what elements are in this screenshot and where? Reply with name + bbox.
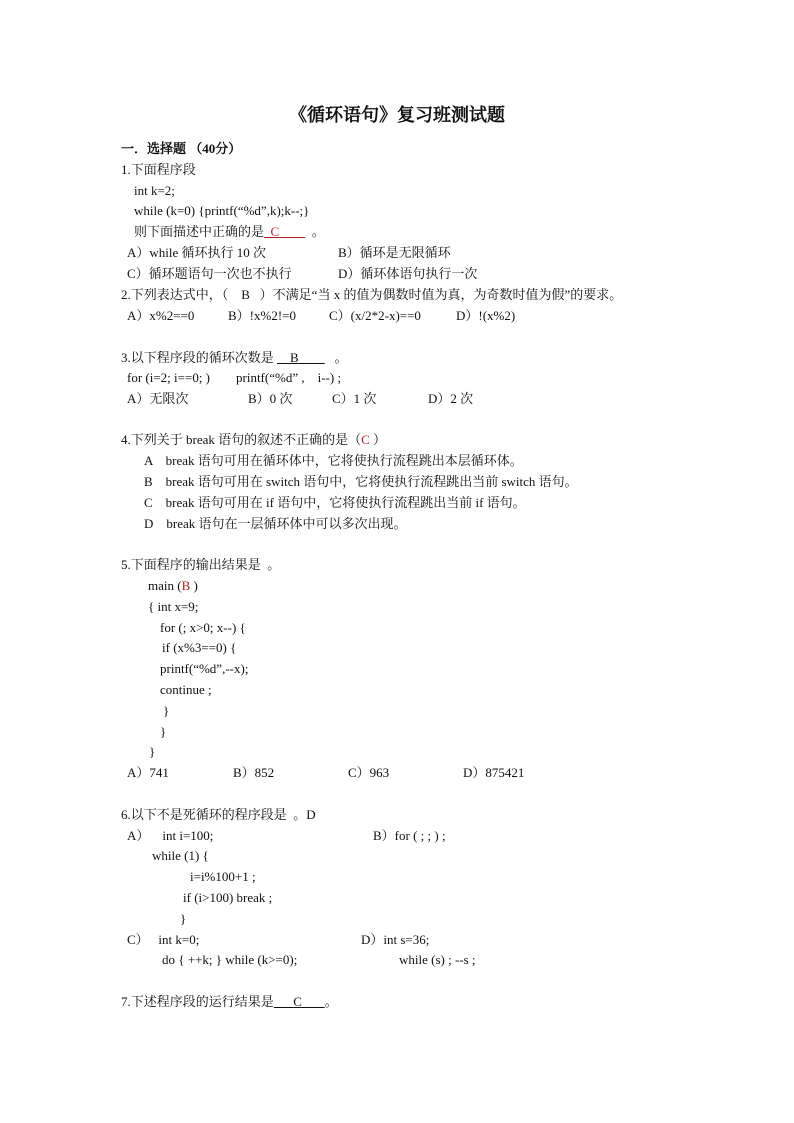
q6-c-line-2: do { ++k; } while (k>=0); [162,952,298,967]
q5-stem: 5.下面程序的输出结果是 。 [121,557,281,572]
q2-stem: 2.下列表达式中，（ B ）不满足“当 x 的值为偶数时值为真，为奇数时值为假”的要求。 [121,287,623,302]
q2-option-c: C）(x/2*2-x)==0 [329,308,421,323]
q3-option-d: D）2 次 [428,391,474,406]
q5-code-line-6: } [163,703,170,718]
q7-answer: C [293,994,302,1009]
q1-prompt-text: 则下面描述中正确的是 [134,224,265,239]
q6-d-line-2: while (s) ; --s ; [399,952,476,967]
q1-prompt: 则下面描述中正确的是 C 。 [134,224,325,239]
q1-code-line-2: while (k=0) {printf(“%d”,k);k--;} [134,203,310,218]
q2-option-d: D）!(x%2) [456,308,516,323]
q4-option-a: A break 语句可用在循环体中，它将使执行流程跳出本层循环体。 [144,453,523,468]
q1-option-b: B）循环是无限循环 [338,245,451,260]
q2-option-b: B）!x%2!=0 [228,308,296,323]
q6-c-line-1: C） int k=0; [127,932,200,947]
q2-option-a: A）x%2==0 [127,308,195,323]
q5-option-c: C）963 [348,765,390,780]
q5-code-line-7: } [160,724,167,739]
q4-option-c: C break 语句可用在 if 语句中，它将使执行流程跳出当前 if 语句。 [144,495,526,510]
q3-answer: B [290,350,299,365]
q4-answer: C [361,432,370,447]
q5-code-line-2: for (; x>0; x--) { [160,620,246,635]
q6-stem: 6.以下不是死循环的程序段是 。D [121,807,316,822]
q6-a-line-1: A） int i=100; [127,828,214,843]
q3-option-c: C）1 次 [332,391,377,406]
q1-code-line-1: int k=2; [134,183,175,198]
q5-option-d: D）875421 [463,765,525,780]
q5-code-line-4: printf(“%d”,--x); [160,661,249,676]
q5-code-line-1: { int x=9; [148,599,199,614]
q4-option-d: D break 语句在一层循环体中可以多次出现。 [144,516,407,531]
q5-answer: B [181,578,191,593]
q3-option-a: A）无限次 [127,391,189,406]
q1-option-d: D）循环体语句执行一次 [338,266,478,281]
q5-option-b: B）852 [233,765,275,780]
q5-code-main: main (B ) [148,578,198,593]
q6-a-line-3: i=i%100+1 ; [190,869,256,884]
q1-option-a: A）while 循环执行 10 次 [127,245,267,260]
q6-a-line-2: while (1) { [152,848,209,863]
q5-option-a: A）741 [127,765,169,780]
q1-answer: C [270,224,280,239]
section-heading: 一．选择题 （40分） [121,141,242,156]
q7-stem: 7.下述程序段的运行结果是 C 。 [121,994,338,1009]
q4-option-b: B break 语句可用在 switch 语句中，它将使执行流程跳出当前 switch 语句。 [144,474,578,489]
q6-d-line-1: D）int s=36; [361,932,430,947]
q6-a-line-4: if (i>100) break ; [183,890,273,905]
q4-stem: 4.下列关于 break 语句的叙述不正确的是（C ） [121,432,387,447]
q3-option-b: B）0 次 [248,391,293,406]
q1-stem: 1.下面程序段 [121,162,196,177]
q3-stem: 3.以下程序段的循环次数是 B 。 [121,350,348,365]
page-title: 《循环语句》复习班测试题 [289,105,505,125]
q5-code-line-5: continue ; [160,682,212,697]
q6-a-line-5: } [180,911,187,926]
q5-code-line-8: } [149,744,156,759]
q1-option-c: C）循环题语句一次也不执行 [127,266,292,281]
q3-code: for (i=2; i==0; ) printf(“%d” , i--) ; [127,370,342,385]
q6-b-line-1: B）for ( ; ; ) ; [373,828,446,843]
q5-code-line-3: if (x%3==0) { [162,640,237,655]
